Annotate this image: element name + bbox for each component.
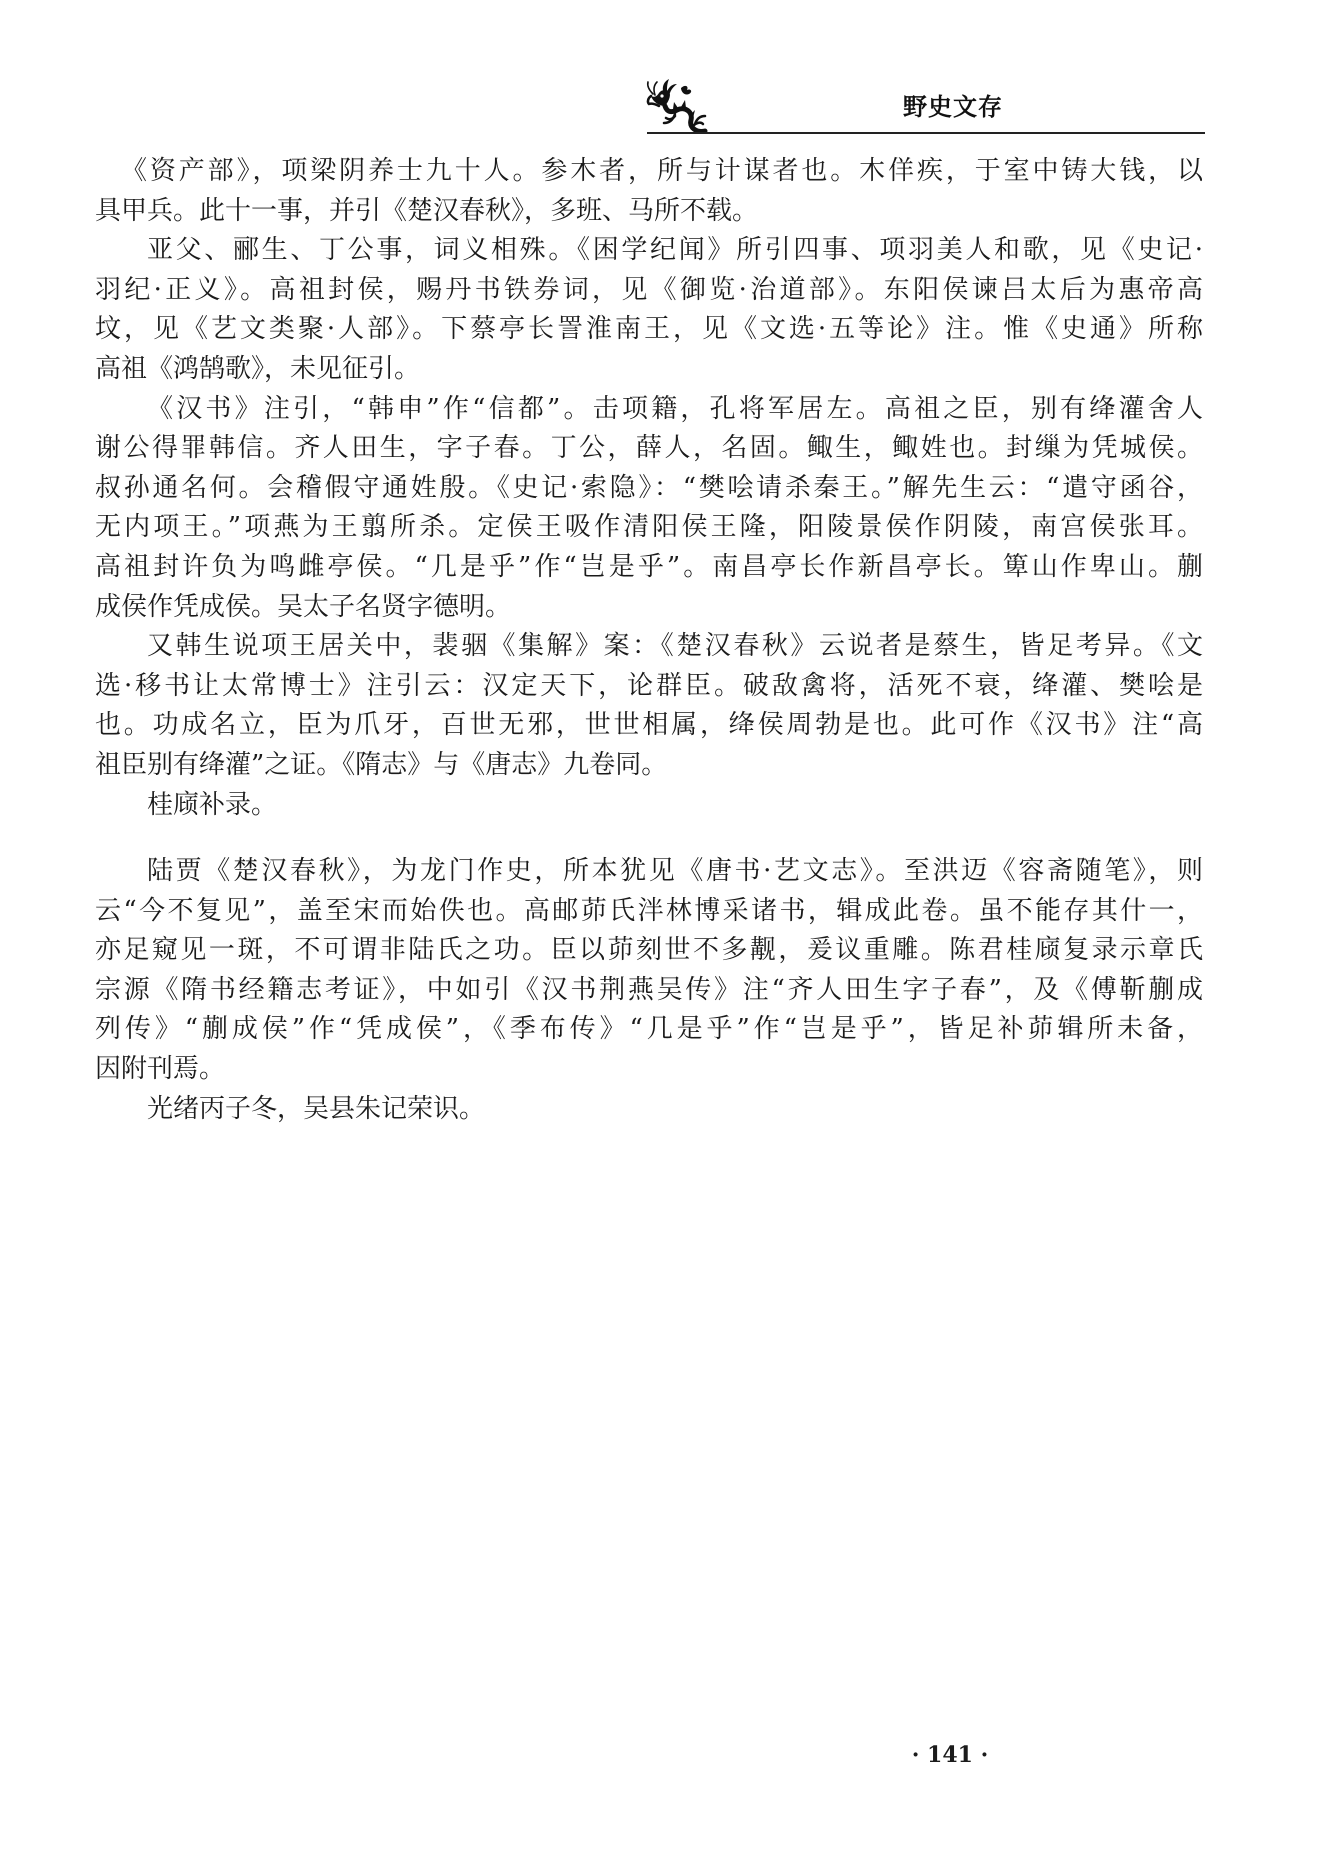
page-number: · 141 ·: [911, 1742, 989, 1768]
paragraph: [95, 786, 1203, 826]
paragraph: [95, 231, 1203, 389]
text-line: 光绪丙子冬，吴县朱记荣识。: [147, 1093, 486, 1124]
text-line: 陆贾《楚汉春秋》，为龙门作史，所本犹见《唐书·艺文志》。至洪迈《容斋随笔》，则: [147, 856, 1203, 887]
text-line: 桂庼补录。: [147, 789, 278, 820]
text-line: 列传》“蒯成侯”作“凭成侯”，《季布传》“几是乎”作“岂是乎”，皆足补茆辑所未备，: [95, 1014, 1203, 1045]
text-line: 亦足窥见一斑，不可谓非陆氏之功。臣以茆刻世不多觏，爰议重雕。陈君桂庼复录示章氏: [95, 935, 1203, 966]
text-line: 祖臣别有绛灌”之证。《隋志》与《唐志》九卷同。: [95, 749, 668, 780]
text-line: 选·移书让太常博士》注引云：汉定天下，论群臣。破敌禽将，活死不衰，绛灌、樊哙是: [95, 670, 1203, 701]
text-line: 宗源《隋书经籍志考证》，中如引《汉书荆燕吴传》注“齐人田生字子春”，及《傅靳蒯成: [95, 974, 1203, 1005]
text-line: 具甲兵。此十一事，并引《楚汉春秋》，多班、马所不载。: [95, 195, 759, 226]
text-line: 坟，见《艺文类聚·人部》。下蔡亭长詈淮南王，见《文选·五等论》注。惟《史通》所称: [95, 314, 1203, 345]
text-line: 成侯作凭成侯。吴太子名贤字德明。: [95, 591, 512, 622]
body-text: [95, 152, 1203, 1129]
text-line: 又韩生说项王居关中，裴骃《集解》案：《楚汉春秋》云说者是蔡生，皆足考异。《文: [147, 631, 1203, 662]
paragraph: [95, 152, 1203, 231]
text-line: 《资产部》，项梁阴养士九十人。参木者，所与计谋者也。木佯疾，于室中铸大钱，以: [121, 156, 1203, 186]
text-line: 叔孙通名何。会稽假守通姓殷。《史记·索隐》：“樊哙请杀秦王。”解先生云：“遣守函谷，: [95, 472, 1203, 503]
dragon-icon: [645, 76, 709, 134]
text-line: 亚父、郦生、丁公事，词义相殊。《困学纪闻》所引四事、项羽美人和歌，见《史记·: [147, 235, 1203, 266]
paragraph: [95, 852, 1203, 1090]
paragraph: [95, 627, 1203, 785]
text-line: 云“今不复见”，盖至宋而始佚也。高邮茆氏泮林博采诸书，辑成此卷。虽不能存其什一，: [95, 895, 1203, 926]
header-rule: [647, 132, 1205, 134]
paragraph: [95, 1090, 1203, 1130]
text-line: 高祖《鸿鹄歌》，未见征引。: [95, 353, 421, 384]
paragraph: [95, 390, 1203, 628]
text-line: 谢公得罪韩信。齐人田生，字子春。丁公，薛人，名固。鲰生，鲰姓也。封缫为凭城侯。: [95, 433, 1203, 464]
text-line: 《汉书》注引，“韩申”作“信都”。击项籍，孔将军居左。高祖之臣，别有绛灌舍人: [147, 393, 1203, 424]
text-line: 高祖封许负为鸣雌亭侯。“几是乎”作“岂是乎”。南昌亭长作新昌亭长。箄山作卑山。蒯: [95, 551, 1203, 582]
text-line: 羽纪·正义》。高祖封侯，赐丹书铁券词，见《御览·治道部》。东阳侯谏吕太后为惠帝高: [95, 274, 1203, 305]
text-line: 也。功成名立，臣为爪牙，百世无邪，世世相属，绛侯周勃是也。此可作《汉书》注“高: [95, 710, 1203, 741]
text-line: 无内项王。”项燕为王翦所杀。定侯王吸作清阳侯王隆，阳陵景侯作阴陵，南宫侯张耳。: [95, 512, 1203, 543]
text-line: 因附刊焉。: [95, 1054, 226, 1085]
running-head: [645, 76, 1205, 136]
running-head-title: 野史文存: [903, 93, 1003, 121]
